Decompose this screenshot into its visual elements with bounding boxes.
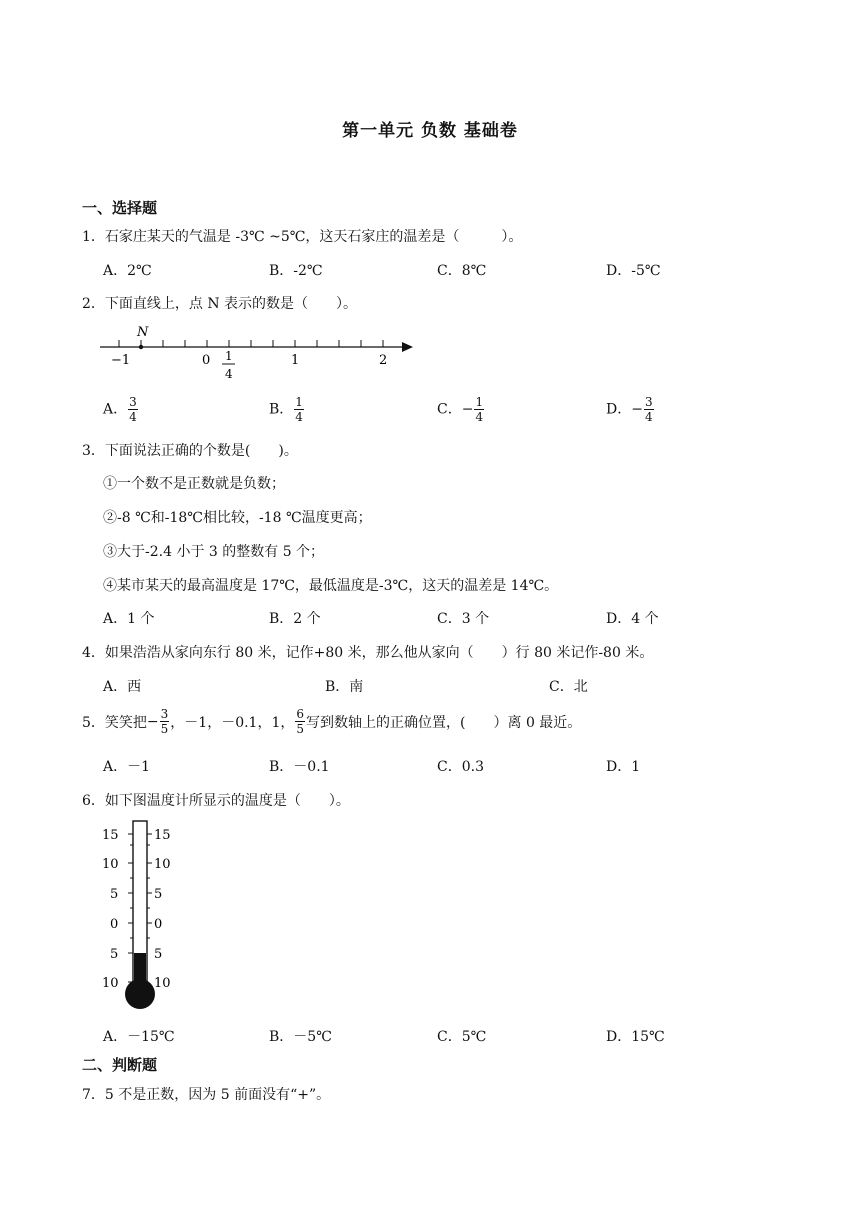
thermometer-figure bbox=[96, 818, 186, 1014]
q5-option-a[interactable]: A．－1 bbox=[103, 759, 151, 775]
question-7: 7．5 不是正数，因为 5 前面没有“+”。 bbox=[82, 1087, 331, 1103]
thermo-left-label-5: 5 bbox=[110, 887, 119, 902]
q1-option-c[interactable]: C．8℃ bbox=[437, 263, 487, 279]
thermo-left-label-15: 15 bbox=[102, 828, 119, 843]
number-line-figure bbox=[95, 320, 425, 386]
tick-label-2: 2 bbox=[379, 353, 388, 368]
q2-option-b[interactable]: B． $\frac{1}{4}$ bbox=[269, 395, 303, 424]
q4-option-c[interactable]: C．北 bbox=[549, 679, 588, 695]
question-3: 3．下面说法正确的个数是( )。 bbox=[82, 443, 298, 459]
thermo-right-label-0: 0 bbox=[154, 917, 163, 932]
q6-option-c[interactable]: C．5℃ bbox=[437, 1029, 487, 1045]
page-title: 第一单元 负数 基础卷 bbox=[342, 121, 518, 141]
thermo-right-label-15: 15 bbox=[154, 828, 171, 843]
question-4: 4．如果浩浩从家向东行 80 米，记作+80 米，那么他从家向（ ）行 80 米记作-80 米。 bbox=[82, 645, 654, 661]
tick-label-quarter-num: 1 bbox=[225, 349, 233, 363]
thermo-right-label-neg5: 5 bbox=[154, 947, 163, 962]
question-5: 5．笑笑把 − $\frac{3}{5}$ ，－1，－0.1，1， $\frac{6}{5}$ 写到数轴上的正确位置，( ）离 0 最近。 bbox=[82, 707, 582, 736]
thermo-left-label-10: 10 bbox=[102, 857, 119, 872]
question-2: 2．下面直线上，点 N 表示的数是（ ）。 bbox=[82, 296, 358, 312]
thermometer-bulb bbox=[125, 979, 155, 1009]
q1-option-b[interactable]: B．-2℃ bbox=[269, 263, 323, 279]
tick-label-neg1: −1 bbox=[111, 353, 131, 368]
q3-statement-1: ①一个数不是正数就是负数； bbox=[103, 476, 285, 492]
q4-option-b[interactable]: B．南 bbox=[325, 679, 364, 695]
thermo-right-label-10: 10 bbox=[154, 857, 171, 872]
thermo-left-label-neg10: 10 bbox=[102, 976, 119, 991]
q6-option-d[interactable]: D．15℃ bbox=[606, 1029, 665, 1045]
q4-option-a[interactable]: A．西 bbox=[103, 679, 142, 695]
q1-option-d[interactable]: D．-5℃ bbox=[606, 263, 661, 279]
q3-option-b[interactable]: B．2 个 bbox=[269, 611, 321, 627]
q3-statement-2: ②-8 ℃和-18℃相比较，-18 ℃温度更高； bbox=[103, 510, 372, 526]
thermo-right-label-5: 5 bbox=[154, 887, 163, 902]
q3-statement-3: ③大于-2.4 小于 3 的整数有 5 个； bbox=[103, 544, 325, 560]
q6-option-b[interactable]: B．－5℃ bbox=[269, 1029, 332, 1045]
thermo-left-label-neg5: 5 bbox=[110, 947, 119, 962]
q5-option-b[interactable]: B．－0.1 bbox=[269, 759, 330, 775]
point-n-label: N bbox=[137, 325, 149, 340]
q2-option-c[interactable]: C．− $\frac{1}{4}$ bbox=[437, 395, 484, 424]
q1-option-a[interactable]: A．2℃ bbox=[103, 263, 152, 279]
section-heading-judge: 二、判断题 bbox=[82, 1056, 158, 1074]
tick-label-1: 1 bbox=[291, 353, 300, 368]
q3-option-a[interactable]: A．1 个 bbox=[103, 611, 155, 627]
q2-option-a[interactable]: A． $\frac{3}{4}$ bbox=[103, 395, 137, 424]
thermo-right-label-neg10: 10 bbox=[154, 976, 171, 991]
question-1: 1．石家庄某天的气温是 -3℃ ~5℃，这天石家庄的温差是（ ）。 bbox=[82, 229, 523, 245]
number-line-arrow bbox=[402, 342, 413, 352]
question-6: 6．如下图温度计所显示的温度是（ ）。 bbox=[82, 793, 350, 809]
point-n-dot bbox=[139, 345, 143, 349]
tick-label-quarter-den: 4 bbox=[225, 367, 233, 381]
q2-option-d[interactable]: D．− $\frac{3}{4}$ bbox=[606, 395, 653, 424]
tick-label-0: 0 bbox=[202, 353, 211, 368]
number-line-ticks bbox=[119, 340, 383, 347]
thermo-left-label-0: 0 bbox=[110, 917, 119, 932]
q5-option-c[interactable]: C．0.3 bbox=[437, 759, 484, 775]
q3-option-d[interactable]: D．4 个 bbox=[606, 611, 659, 627]
section-heading-choice: 一、选择题 bbox=[82, 199, 158, 217]
q6-option-a[interactable]: A．－15℃ bbox=[103, 1029, 175, 1045]
q3-statement-4: ④某市某天的最高温度是 17℃，最低温度是-3℃，这天的温差是 14℃。 bbox=[103, 578, 559, 594]
q5-option-d[interactable]: D．1 bbox=[606, 759, 641, 775]
q3-option-c[interactable]: C．3 个 bbox=[437, 611, 490, 627]
